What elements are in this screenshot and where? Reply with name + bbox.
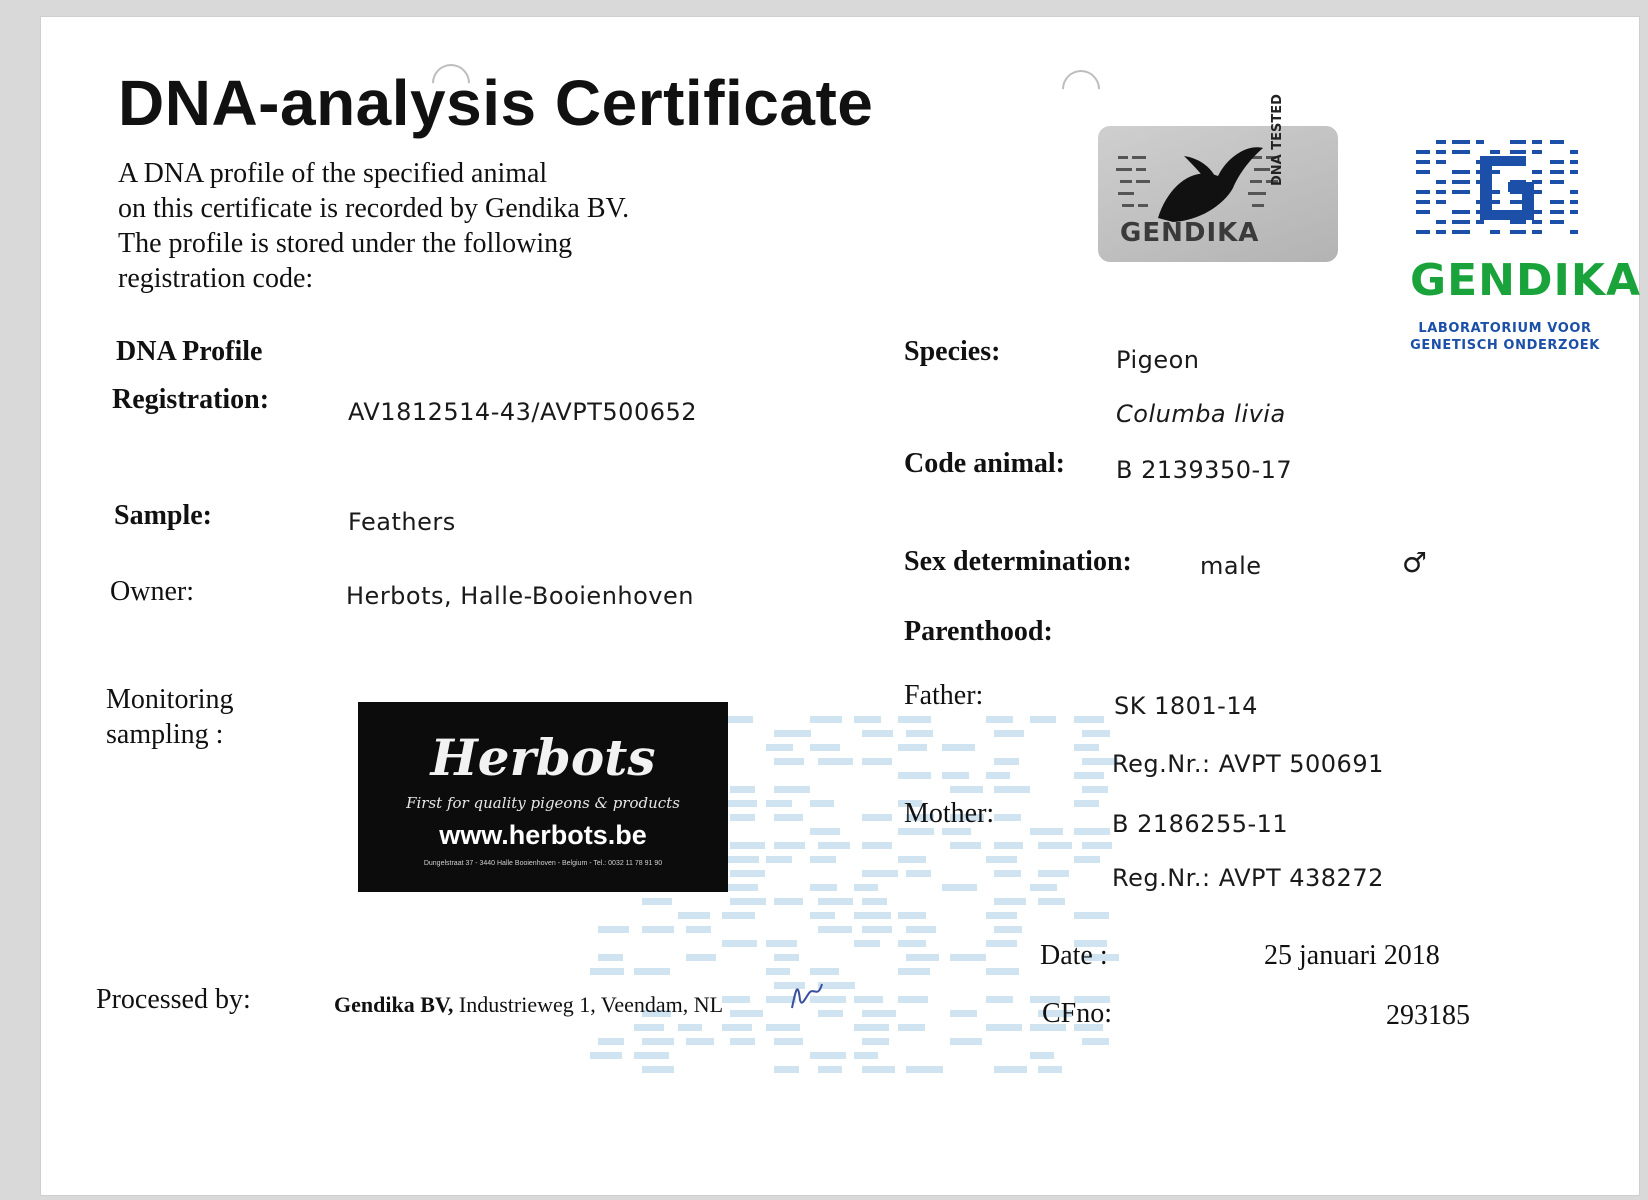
watermark-block [986, 716, 1013, 723]
intro-line: A DNA profile of the specified animal [118, 158, 548, 189]
watermark-block [810, 800, 834, 807]
watermark-block [994, 898, 1026, 905]
logo-dash [1510, 150, 1526, 154]
watermark-block [994, 786, 1030, 793]
watermark-block [898, 772, 931, 779]
watermark-block [590, 1052, 622, 1059]
herbots-address: Dungelstraat 37 - 3440 Halle Booienhoven - Belgium - Tel.: 0032 11 78 91 90 [423, 860, 663, 867]
watermark-block [722, 912, 755, 919]
logo-dash [1550, 170, 1564, 174]
watermark-block [898, 716, 931, 723]
logo-dash [1510, 140, 1526, 144]
watermark-block [950, 1038, 982, 1045]
logo-dash [1436, 190, 1446, 194]
father-reg: Reg.Nr.: AVPT 500691 [1112, 750, 1384, 778]
logo-dash [1452, 170, 1470, 174]
watermark-block [906, 926, 936, 933]
watermark-block [1074, 912, 1109, 919]
watermark-block [774, 1066, 799, 1073]
logo-dash [1510, 220, 1526, 224]
watermark-block [1030, 884, 1057, 891]
watermark-block [766, 800, 792, 807]
intro-text [118, 156, 629, 296]
logo-dash [1510, 230, 1526, 234]
watermark-block [1074, 716, 1104, 723]
logo-dash [1436, 160, 1446, 164]
watermark-block [818, 898, 853, 905]
watermark-block [1082, 1038, 1109, 1045]
watermark-block [986, 856, 1017, 863]
sample-value: Feathers [348, 508, 456, 536]
watermark-block [994, 870, 1021, 877]
watermark-block [810, 968, 839, 975]
logo-dash [1532, 170, 1542, 174]
watermark-block [898, 912, 926, 919]
watermark-block [642, 1066, 674, 1073]
badge-brand: GENDIKA [1120, 218, 1260, 248]
watermark-block [854, 1024, 889, 1031]
watermark-block [994, 758, 1019, 765]
gendika-subtitle [1410, 320, 1600, 354]
watermark-block [898, 1024, 925, 1031]
cfno-value: 293185 [1386, 1000, 1470, 1031]
processed-by-value [334, 992, 723, 1018]
watermark-block [862, 926, 892, 933]
watermark-block [774, 786, 810, 793]
watermark-block [950, 786, 983, 793]
watermark-block [598, 954, 623, 961]
watermark-block [730, 1038, 755, 1045]
logo-dash [1550, 180, 1564, 184]
logo-dash [1532, 140, 1542, 144]
watermark-block [950, 954, 986, 961]
logo-dash [1416, 160, 1430, 164]
logo-dash [1476, 140, 1484, 144]
watermark-block [862, 898, 887, 905]
intro-line: on this certificate is recorded by Gendika BV. [118, 193, 630, 224]
watermark-block [1074, 772, 1104, 779]
species-label: Species: [904, 336, 1001, 367]
watermark-block [862, 730, 893, 737]
watermark-block [730, 814, 755, 821]
watermark-block [722, 1024, 752, 1031]
owner-value: Herbots, Halle-Booienhoven [346, 582, 694, 610]
watermark-block [986, 996, 1013, 1003]
watermark-block [1082, 730, 1110, 737]
monitoring-label-line: Monitoring [106, 684, 234, 715]
watermark-block [722, 996, 750, 1003]
monitoring-label [106, 682, 234, 752]
logo-dash [1532, 220, 1542, 224]
logo-dash [1416, 210, 1430, 214]
registration-value: AV1812514-43/AVPT500652 [348, 398, 698, 426]
watermark-block [766, 856, 792, 863]
logo-dash [1436, 180, 1446, 184]
watermark-block [818, 1066, 842, 1073]
watermark-block [634, 1052, 669, 1059]
logo-dash [1436, 140, 1446, 144]
watermark-block [730, 786, 755, 793]
watermark-block [986, 940, 1017, 947]
watermark-block [854, 1052, 878, 1059]
watermark-block [766, 744, 793, 751]
watermark-block [862, 1066, 895, 1073]
species-common-value: Pigeon [1116, 346, 1200, 374]
father-code: SK 1801-14 [1114, 692, 1258, 720]
logo-dash [1436, 220, 1446, 224]
watermark-block [774, 954, 799, 961]
watermark-block [810, 716, 842, 723]
logo-dash [1550, 200, 1564, 204]
logo-dash [1436, 200, 1446, 204]
monitoring-label-line: sampling : [106, 719, 224, 750]
logo-dash [1416, 170, 1430, 174]
watermark-block [1030, 1052, 1054, 1059]
code-animal-label: Code animal: [904, 448, 1065, 479]
badge-side-text: DNA TESTED [1270, 94, 1285, 186]
species-latin-value: Columba livia [1116, 400, 1286, 428]
watermark-block [862, 870, 898, 877]
logo-dash [1570, 200, 1578, 204]
gendika-logo [1410, 134, 1642, 354]
logo-dash [1550, 140, 1564, 144]
watermark-block [818, 842, 850, 849]
logo-dash [1452, 150, 1470, 154]
watermark-block [1030, 716, 1056, 723]
gendika-subtitle-line: LABORATORIUM VOOR [1418, 321, 1592, 336]
gendika-wordmark: GENDIKA [1410, 255, 1642, 306]
date-value: 25 januari 2018 [1264, 940, 1440, 971]
watermark-block [642, 1038, 674, 1045]
watermark-block [994, 1066, 1027, 1073]
herbots-name: Herbots [430, 728, 656, 787]
herbots-tagline: First for quality pigeons & products [406, 794, 680, 812]
logo-dash [1452, 230, 1470, 234]
watermark-block [986, 1024, 1022, 1031]
watermark-block [854, 884, 878, 891]
mother-code: B 2186255-11 [1112, 810, 1289, 838]
logo-dash [1452, 190, 1470, 194]
male-symbol-icon: ♂ [1402, 546, 1428, 579]
logo-g-shape [1480, 156, 1534, 220]
dna-tested-badge [1098, 94, 1338, 262]
watermark-block [898, 968, 930, 975]
watermark-block [862, 842, 892, 849]
watermark-block [942, 884, 977, 891]
watermark-block [994, 730, 1024, 737]
processed-company: Gendika BV, [334, 992, 454, 1017]
intro-line: The profile is stored under the following [118, 228, 573, 259]
watermark-block [686, 926, 711, 933]
watermark-block [590, 968, 624, 975]
watermark-block [1074, 800, 1099, 807]
watermark-block [766, 940, 797, 947]
intro-line: registration code: [118, 263, 314, 294]
watermark-block [1074, 744, 1099, 751]
logo-dash [1416, 230, 1430, 234]
logo-dash [1452, 140, 1470, 144]
logo-dash [1570, 190, 1578, 194]
logo-dash [1436, 150, 1446, 154]
watermark-block [950, 1010, 977, 1017]
watermark-block [854, 940, 880, 947]
logo-dash [1570, 170, 1578, 174]
dna-profile-heading: DNA Profile [116, 336, 263, 367]
logo-dash [1416, 190, 1430, 194]
watermark-block [986, 968, 1019, 975]
logo-dash [1550, 220, 1564, 224]
owner-label: Owner: [110, 576, 194, 607]
watermark-block [1038, 898, 1065, 905]
watermark-block [774, 1038, 803, 1045]
father-label: Father: [904, 680, 984, 711]
punch-hole-right [1054, 62, 1108, 116]
watermark-block [722, 940, 757, 947]
watermark-block [810, 856, 836, 863]
logo-dash [1550, 160, 1564, 164]
watermark-block [774, 898, 803, 905]
watermark-block [810, 1052, 846, 1059]
watermark-block [942, 772, 969, 779]
watermark-block [906, 1066, 943, 1073]
watermark-block [598, 926, 629, 933]
logo-dash [1490, 150, 1500, 154]
watermark-block [898, 744, 927, 751]
logo-dash [1532, 150, 1542, 154]
watermark-block [730, 898, 766, 905]
watermark-block [898, 940, 926, 947]
logo-dash [1452, 180, 1470, 184]
registration-label: Registration: [112, 384, 270, 415]
watermark-block [862, 758, 892, 765]
watermark-block [818, 758, 853, 765]
cfno-label: CFno: [1042, 998, 1113, 1029]
logo-dash [1570, 150, 1578, 154]
watermark-block [678, 1024, 702, 1031]
logo-dash [1452, 220, 1470, 224]
watermark-block [1074, 856, 1100, 863]
logo-dash [1416, 200, 1430, 204]
watermark-block [1082, 786, 1108, 793]
watermark-block [766, 1024, 800, 1031]
watermark-block [678, 912, 710, 919]
watermark-block [686, 954, 716, 961]
watermark-block [994, 814, 1021, 821]
watermark-block [730, 842, 765, 849]
watermark-block [1074, 828, 1110, 835]
code-animal-value: B 2139350-17 [1116, 456, 1293, 484]
sample-label: Sample: [114, 500, 212, 531]
watermark-block [862, 1038, 889, 1045]
sex-determination-label: Sex determination: [904, 546, 1132, 577]
logo-dash [1490, 230, 1500, 234]
signature-mark [788, 978, 828, 1014]
watermark-block [994, 842, 1023, 849]
watermark-block [1038, 842, 1072, 849]
logo-dash [1570, 210, 1578, 214]
watermark-block [854, 716, 881, 723]
watermark-block [774, 758, 804, 765]
watermark-block [634, 968, 670, 975]
watermark-block [898, 856, 926, 863]
watermark-block [810, 912, 835, 919]
watermark-block [906, 954, 939, 961]
sex-value: male [1200, 552, 1262, 580]
watermark-block [766, 968, 790, 975]
watermark-block [774, 814, 803, 821]
watermark-block [906, 870, 931, 877]
watermark-block [950, 842, 981, 849]
herbots-url: www.herbots.be [439, 820, 647, 850]
watermark-block [906, 730, 933, 737]
watermark-block [810, 744, 840, 751]
watermark-block [1082, 842, 1112, 849]
watermark-block [1038, 870, 1069, 877]
watermark-block [730, 870, 765, 877]
watermark-block [818, 926, 852, 933]
parenthood-label: Parenthood: [904, 616, 1053, 647]
certificate-title: DNA-analysis Certificate [118, 67, 874, 139]
watermark-block [854, 912, 891, 919]
logo-dash [1476, 220, 1484, 224]
watermark-block [862, 1010, 896, 1017]
logo-dash [1532, 230, 1542, 234]
watermark-block [598, 1038, 624, 1045]
mother-reg: Reg.Nr.: AVPT 438272 [1112, 864, 1384, 892]
mother-label: Mother: [904, 798, 995, 829]
processed-by-label: Processed by: [96, 984, 251, 1015]
watermark-block [642, 898, 672, 905]
date-label: Date : [1040, 940, 1108, 971]
watermark-block [730, 1010, 763, 1017]
watermark-block [642, 926, 674, 933]
gendika-subtitle-line: GENETISCH ONDERZOEK [1410, 338, 1600, 353]
watermark-block [898, 996, 928, 1003]
processed-address: Industrieweg 1, Veendam, NL [453, 992, 724, 1017]
watermark-block [810, 828, 840, 835]
logo-dash [1436, 230, 1446, 234]
watermark-block [1030, 828, 1063, 835]
watermark-block [854, 996, 883, 1003]
herbots-stamp [358, 702, 728, 892]
watermark-block [634, 1024, 664, 1031]
watermark-block [1038, 1066, 1062, 1073]
logo-dash [1570, 230, 1578, 234]
logo-dash [1452, 210, 1470, 214]
logo-dash [1416, 150, 1430, 154]
watermark-block [686, 1038, 714, 1045]
logo-dash [1550, 210, 1564, 214]
watermark-block [774, 842, 805, 849]
watermark-block [810, 884, 837, 891]
watermark-block [862, 814, 892, 821]
watermark-block [986, 772, 1010, 779]
watermark-block [774, 730, 811, 737]
watermark-block [994, 926, 1022, 933]
certificate-sheet [40, 16, 1640, 1196]
watermark-block [942, 744, 975, 751]
logo-dash [1570, 160, 1578, 164]
gendika-mark-icon [1410, 134, 1600, 254]
watermark-block [986, 912, 1017, 919]
